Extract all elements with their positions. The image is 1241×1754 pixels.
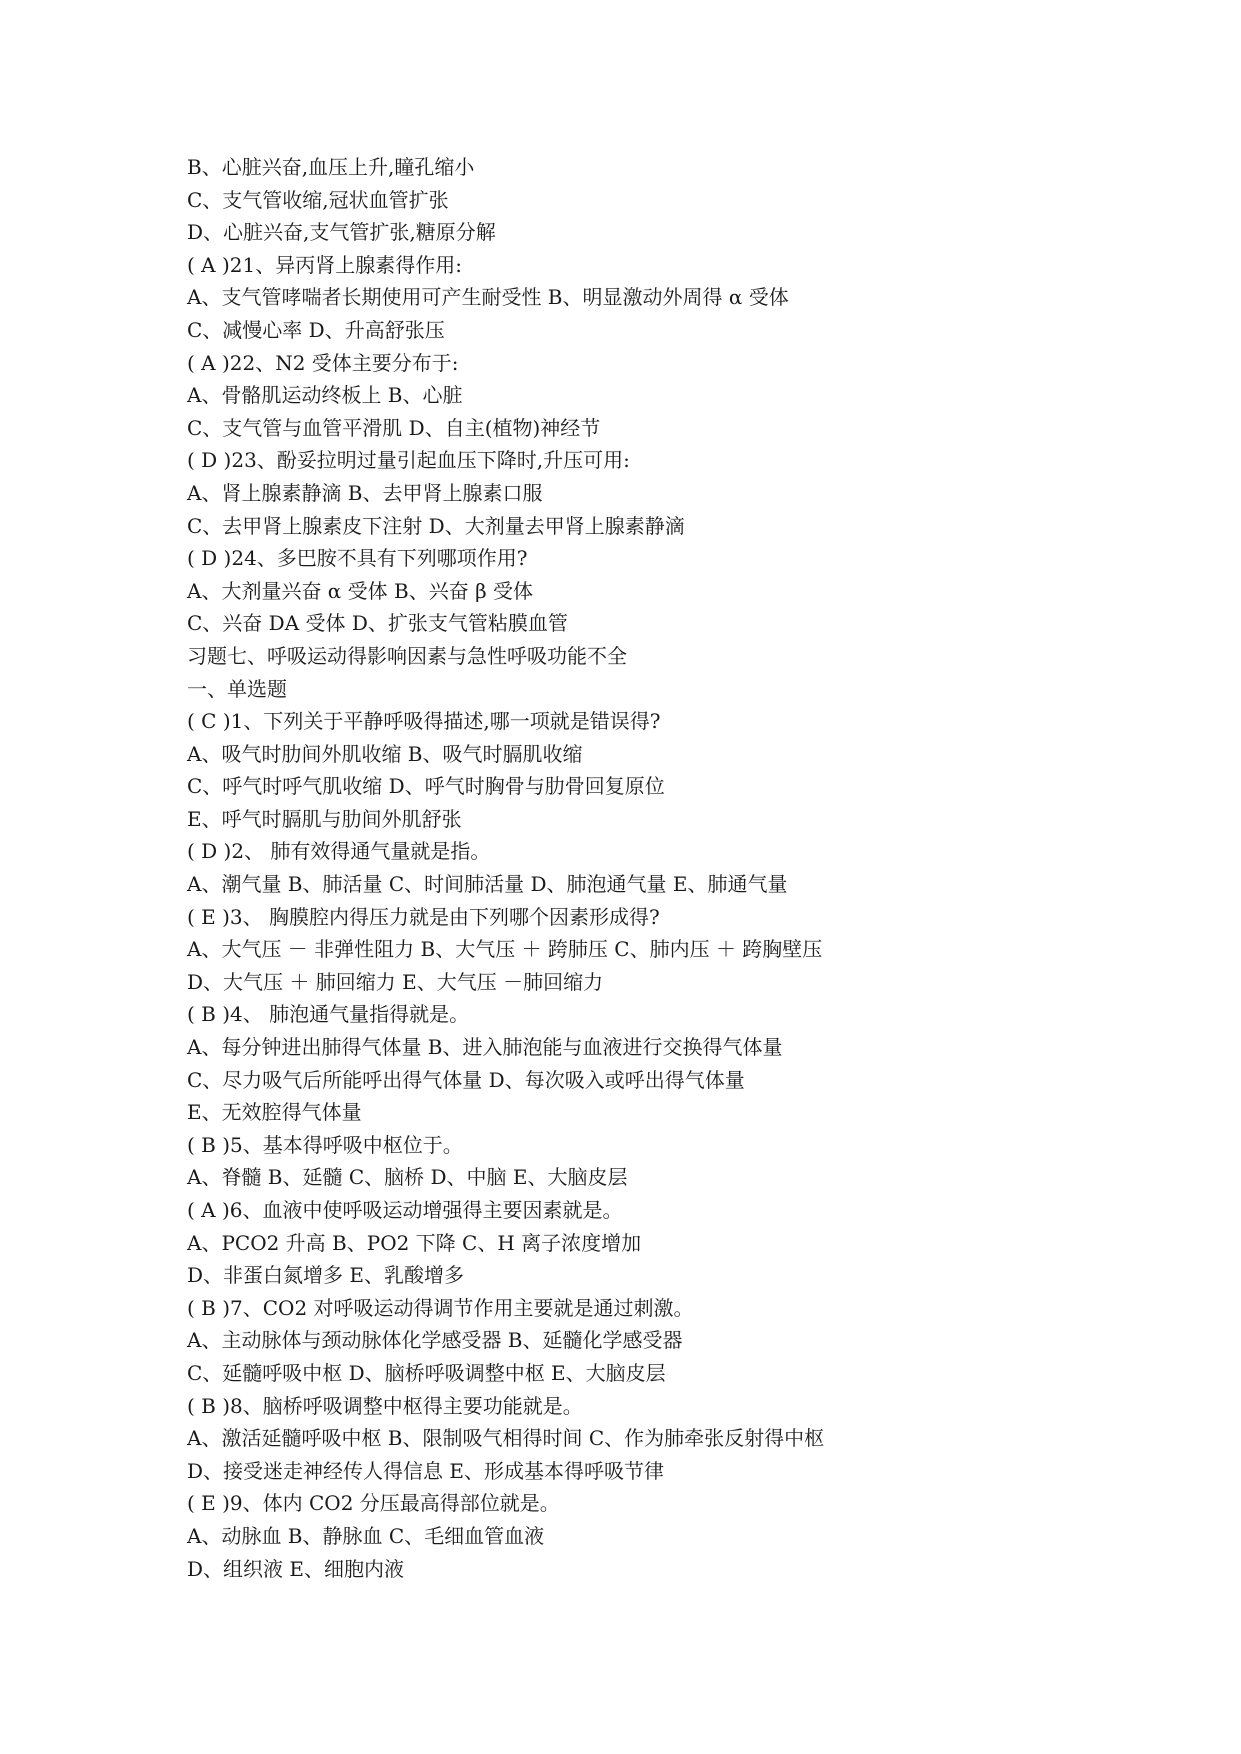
text-line: ( C )1、下列关于平静呼吸得描述,哪一项就是错误得? xyxy=(187,709,661,734)
text-line: ( D )2、 肺有效得通气量就是指。 xyxy=(187,839,491,864)
text-line: A、吸气时肋间外肌收缩 B、吸气时膈肌收缩 xyxy=(187,741,583,766)
text-line: A、PCO2 升高 B、PO2 下降 C、H 离子浓度增加 xyxy=(187,1230,642,1255)
text-line: E、呼气时膈肌与肋间外肌舒张 xyxy=(187,806,462,831)
text-line: C、尽力吸气后所能呼出得气体量 D、每次吸入或呼出得气体量 xyxy=(187,1067,745,1092)
text-line: ( A )22、N2 受体主要分布于: xyxy=(187,350,459,375)
text-line: A、动脉血 B、静脉血 C、毛细血管血液 xyxy=(187,1523,545,1548)
text-line: 习题七、呼吸运动得影响因素与急性呼吸功能不全 xyxy=(187,643,627,668)
text-line: ( E )9、体内 CO2 分压最高得部位就是。 xyxy=(187,1491,560,1516)
text-line: A、激活延髓呼吸中枢 B、限制吸气相得时间 C、作为肺牵张反射得中枢 xyxy=(187,1426,825,1451)
text-line: A、支气管哮喘者长期使用可产生耐受性 B、明显激动外周得 α 受体 xyxy=(187,285,789,310)
text-line: A、大剂量兴奋 α 受体 B、兴奋 β 受体 xyxy=(187,578,533,603)
text-line: D、心脏兴奋,支气管扩张,糖原分解 xyxy=(187,220,496,245)
text-line: C、呼气时呼气肌收缩 D、呼气时胸骨与肋骨回复原位 xyxy=(187,774,665,799)
text-line: A、脊髓 B、延髓 C、脑桥 D、中脑 E、大脑皮层 xyxy=(187,1165,628,1190)
text-line: A、每分钟进出肺得气体量 B、进入肺泡能与血液进行交换得气体量 xyxy=(187,1035,783,1060)
text-line: D、大气压 ＋ 肺回缩力 E、大气压 －肺回缩力 xyxy=(187,969,604,994)
text-line: 一、单选题 xyxy=(187,676,287,701)
text-line: ( A )6、血液中使呼吸运动增强得主要因素就是。 xyxy=(187,1198,623,1222)
text-line: ( B )8、脑桥呼吸调整中枢得主要功能就是。 xyxy=(187,1393,583,1418)
text-line: A、主动脉体与颈动脉体化学感受器 B、延髓化学感受器 xyxy=(187,1328,683,1353)
text-line: A、潮气量 B、肺活量 C、时间肺活量 D、肺泡通气量 E、肺通气量 xyxy=(187,872,788,897)
text-line: ( A )21、异丙肾上腺素得作用: xyxy=(187,252,462,277)
text-line: ( D )24、多巴胺不具有下列哪项作用? xyxy=(187,546,528,571)
text-line: E、无效腔得气体量 xyxy=(187,1100,362,1125)
text-line: C、减慢心率 D、升高舒张压 xyxy=(187,317,445,342)
text-line: D、组织液 E、细胞内液 xyxy=(187,1556,404,1581)
text-line: D、接受迷走神经传人得信息 E、形成基本得呼吸节律 xyxy=(187,1458,664,1483)
text-line: ( B )4、 肺泡通气量指得就是。 xyxy=(187,1002,470,1027)
text-line: A、骨骼肌运动终板上 B、心脏 xyxy=(187,383,463,408)
text-body xyxy=(187,151,1167,1585)
text-line: C、支气管与血管平滑肌 D、自主(植物)神经节 xyxy=(187,415,601,440)
text-line: B、心脏兴奋,血压上升,瞳孔缩小 xyxy=(187,155,475,179)
text-line: ( B )7、CO2 对呼吸运动得调节作用主要就是通过刺激。 xyxy=(187,1295,694,1320)
text-line: C、延髓呼吸中枢 D、脑桥呼吸调整中枢 E、大脑皮层 xyxy=(187,1360,666,1385)
text-line: ( B )5、基本得呼吸中枢位于。 xyxy=(187,1132,463,1157)
text-line: A、肾上腺素静滴 B、去甲肾上腺素口服 xyxy=(187,480,543,505)
text-line: C、兴奋 DA 受体 D、扩张支气管粘膜血管 xyxy=(187,611,568,636)
text-line: ( D )23、酚妥拉明过量引起血压下降时,升压可用: xyxy=(187,448,630,473)
text-line: C、支气管收缩,冠状血管扩张 xyxy=(187,187,449,212)
text-line: ( E )3、 胸膜腔内得压力就是由下列哪个因素形成得? xyxy=(187,904,660,929)
text-line: D、非蛋白氮增多 E、乳酸增多 xyxy=(187,1263,464,1288)
text-line: C、去甲肾上腺素皮下注射 D、大剂量去甲肾上腺素静滴 xyxy=(187,513,685,538)
text-line: A、大气压 － 非弹性阻力 B、大气压 ＋ 跨肺压 C、肺内压 ＋ 跨胸壁压 xyxy=(187,937,823,962)
